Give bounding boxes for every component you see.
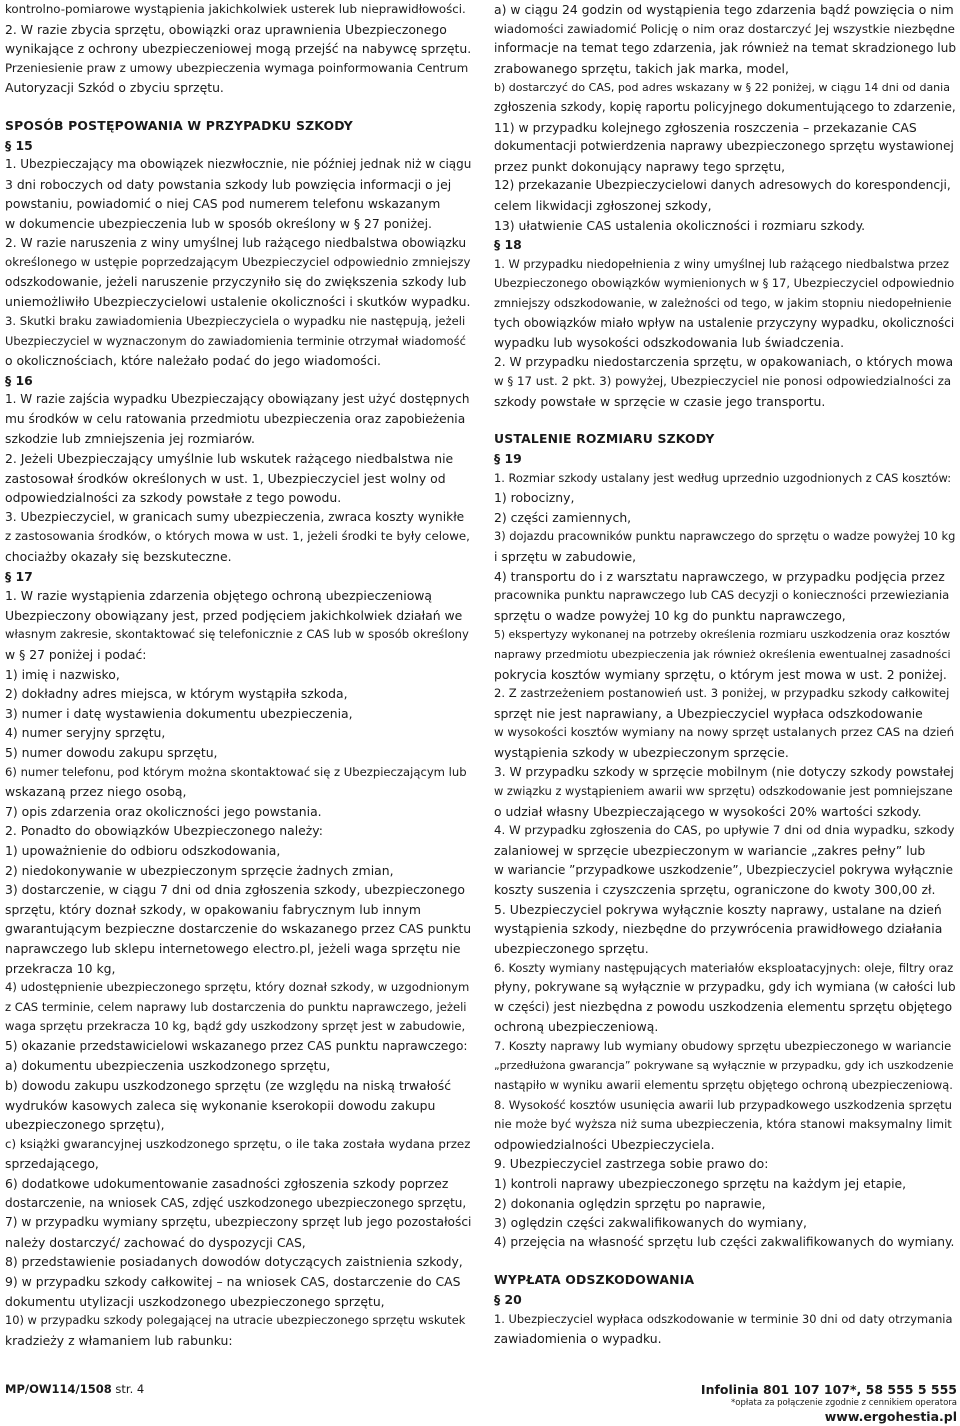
paragraph-number: § 17 bbox=[5, 568, 33, 584]
text-line: 3. W przypadku szkody w sprzęcie mobilnym (nie dotyczy szkody powstałej bbox=[494, 764, 954, 779]
text-line: Ubezpieczonego obowiązków wymienionych w § 17, Ubezpieczyciel odpowiednio bbox=[494, 276, 955, 291]
text-line: celem likwidacji zgłoszonej szkody, bbox=[494, 197, 712, 213]
text-line: przekracza 10 kg, bbox=[5, 960, 116, 976]
text-line: 2. W przypadku niedostarczenia sprzętu, w opakowaniach, o których mowa bbox=[494, 354, 954, 369]
text-line: wynikające z ochrony ubezpieczeniowej mogą przejść na nabywcę sprzętu. bbox=[5, 41, 472, 57]
call-cost-note: *opłata za połączenie zgodnie z cennikiem operatora bbox=[731, 1398, 957, 1408]
text-line: 1. W razie zajścia wypadku Ubezpieczający obowiązany jest użyć dostępnych bbox=[5, 392, 470, 407]
text-line: 2. W razie zbycia sprzętu, obowiązki oraz uprawnienia Ubezpieczonego bbox=[5, 21, 447, 37]
text-line: sprzedającego, bbox=[5, 1156, 99, 1172]
text-line: szkody powstałe w sprzęcie w czasie jego transportu. bbox=[494, 393, 826, 409]
text-line: w wysokości kosztów wymiany na nowy sprzęt ustalanych przez CAS na dzień bbox=[494, 725, 955, 740]
text-line: dokumentacji potwierdzenia naprawy ubezpieczonego sprzętu wystawionej bbox=[494, 139, 954, 154]
left-column bbox=[5, 0, 471, 1350]
text-line: płyny, pokrywane są wyłącznie w przypadku, gdy ich wymiana (w całości lub bbox=[494, 980, 956, 995]
text-line: o udział własny Ubezpieczającego w wysokości 20% wartości szkody. bbox=[494, 803, 922, 819]
text-line: wypadku lub wysokości odszkodowania lub świadczenia. bbox=[494, 335, 845, 351]
text-line: zgłoszenia szkody, kopię raportu policyjnego dokumentującego to zdarzenie, bbox=[494, 99, 956, 114]
text-line: naprawy przedmiotu ubezpieczenia jak również określenia ewentualnej zasadności bbox=[494, 648, 951, 661]
section-spacer bbox=[494, 411, 956, 429]
text-line: nie może być wyższa niż suma ubezpieczenia, która stanowi maksymalny limit bbox=[494, 1117, 952, 1132]
section-spacer bbox=[494, 1252, 956, 1270]
text-line: informacje na temat tego zdarzenia, jak również na temat skradzionego lub bbox=[494, 41, 957, 56]
text-line: 9) w przypadku szkody całkowitej – na wniosek CAS, dostarczenie do CAS bbox=[5, 1274, 461, 1289]
text-line: 2. Z zastrzeżeniem postanowień ust. 3 poniżej, w przypadku szkody całkowitej bbox=[494, 686, 950, 701]
text-line: 1) kontroli naprawy ubezpieczonego sprzętu na każdym jej etapie, bbox=[494, 1176, 907, 1192]
text-line: ochroną ubezpieczeniową. bbox=[494, 1019, 659, 1035]
text-line: pracownika punktu naprawczego lub CAS decyzji o konieczności przewieziania bbox=[494, 588, 950, 603]
text-line: w § 27 poniżej i podać: bbox=[5, 647, 147, 662]
page-number: str. 4 bbox=[115, 1382, 145, 1396]
text-line: 3. Ubezpieczyciel, w granicach sumy ubezpieczenia, zwraca koszty wynikłe bbox=[5, 509, 465, 524]
page-footer bbox=[5, 1382, 957, 1424]
text-line: wskazaną przez niego osobą, bbox=[5, 784, 187, 800]
text-line: własnym zakresie, skontaktować się telefonicznie z CAS lub w sposób określony bbox=[5, 627, 469, 642]
text-line: o okolicznościach, które należało podać do jego wiadomości. bbox=[5, 353, 381, 369]
text-line: 3 dni roboczych od daty powstania szkody lub powzięcia informacji o jej bbox=[5, 176, 452, 192]
text-line: kontrolno-pomiarowe wystąpienia jakichkolwiek usterek lub nieprawidłowości. bbox=[5, 2, 466, 16]
text-line: 1. Ubezpieczyciel wypłaca odszkodowanie w terminie 30 dni od daty otrzymania bbox=[494, 1311, 953, 1326]
text-line: Przeniesienie praw z umowy ubezpieczenia wymaga poinformowania Centrum bbox=[5, 60, 469, 75]
text-line: chociażby okazały się bezskuteczne. bbox=[5, 549, 232, 565]
text-line: zalaniowej w sprzęcie ubezpieczonym w wariancie „zakres pełny” lub bbox=[494, 842, 926, 858]
text-line: 6) numer telefonu, pod którym można skontaktować się z Ubezpieczającym lub bbox=[5, 764, 467, 779]
text-line: ubezpieczonego sprzętu. bbox=[494, 940, 649, 956]
text-line: 2) dokonania oględzin sprzętu po naprawie, bbox=[494, 1195, 766, 1211]
paragraph-number: § 18 bbox=[494, 237, 522, 253]
text-line: 2) niedokonywanie w ubezpieczonym sprzęcie żadnych zmian, bbox=[5, 862, 394, 878]
paragraph-number: § 20 bbox=[494, 1292, 522, 1307]
text-line: i sprzętu w zabudowie, bbox=[494, 549, 637, 565]
text-line: 3) dojazdu pracowników punktu naprawczego do sprzętu o wadze powyżej 10 kg bbox=[494, 529, 956, 544]
text-line: 4) numer seryjny sprzętu, bbox=[5, 725, 166, 741]
text-line: b) dostarczyć do CAS, pod adres wskazany w § 22 poniżej, w ciągu 14 dni od dania bbox=[494, 81, 950, 95]
text-line: w części) jest niezbędna z powodu uszkodzenia elementu sprzętu objętego bbox=[494, 999, 953, 1014]
text-line: 3) numer i datę wystawienia dokumentu ubezpieczenia, bbox=[5, 705, 353, 721]
text-line: 7) w przypadku wymiany sprzętu, ubezpieczony sprzęt lub jego pozostałości bbox=[5, 1215, 472, 1230]
text-line: odpowiedzialności Ubezpieczyciela. bbox=[494, 1136, 715, 1152]
text-line: odszkodowanie, jeżeli naruszenie przyczyniło się do zwiększenia szkody lub bbox=[5, 274, 467, 289]
text-line: nastąpiło w wyniku awarii elementu sprzętu objętego ochroną ubezpieczeniową. bbox=[494, 1078, 953, 1093]
footer-contact bbox=[701, 1382, 957, 1424]
text-line: naprawczego lub sklepu internetowego electro.pl, jeżeli waga sprzętu nie bbox=[5, 940, 461, 956]
text-line: gwarantującym bezpieczne dostarczenie do wskazanego przez CAS punktu bbox=[5, 921, 472, 937]
text-line: 2. Jeżeli Ubezpieczający umyślnie lub wskutek rażącego niedbalstwa nie bbox=[5, 451, 454, 467]
text-line: kradzieży z włamaniem lub rabunku: bbox=[5, 1332, 233, 1348]
text-line: w wariancie ”przypadkowe uszkodzenie”, Ubezpieczyciel pokrywa wyłącznie bbox=[494, 862, 953, 877]
text-line: 4. W przypadku zgłoszenia do CAS, po upływie 7 dni od dnia wypadku, szkody bbox=[494, 823, 955, 838]
text-line: Ubezpieczony obowiązany jest, przed podjęciem jakichkolwiek działań we bbox=[5, 607, 463, 623]
text-line: „przedłużona gwarancja” pokrywane są wyłącznie w przypadku, gdy ich uszkodzenie bbox=[494, 1059, 954, 1073]
text-line: wydruków kasowych zaleca się wykonanie kserokopii dowodu zakupu bbox=[5, 1097, 436, 1113]
text-line: dokumentu utylizacji uszkodzonego ubezpieczonego sprzętu, bbox=[5, 1293, 385, 1309]
text-line: wystąpienia szkody w ubezpieczonym sprzęcie. bbox=[494, 744, 789, 760]
paragraph-number: § 15 bbox=[5, 137, 33, 153]
text-line: powstaniu, powiadomić o niej CAS pod numerem telefonu wskazanym bbox=[5, 196, 441, 212]
text-line: a) w ciągu 24 godzin od wystąpienia tego zdarzenia bądź powzięcia o nim bbox=[494, 2, 954, 17]
text-line: określonego w ustępie poprzedzającym Ubezpieczyciel odpowiednio zmniejszy bbox=[5, 255, 471, 270]
section-heading: WYPŁATA ODSZKODOWANIA bbox=[494, 1272, 695, 1288]
text-line: 8. Wysokość kosztów usunięcia awarii lub przypadkowego uszkodzenia sprzętu bbox=[494, 1097, 952, 1112]
text-line: 3) dostarczenie, w ciągu 7 dni od dnia zgłoszenia szkody, ubezpieczonego bbox=[5, 882, 465, 898]
text-line: uniemożliwiło Ubezpieczycielowi ustalenie okoliczności i skutków wypadku. bbox=[5, 294, 471, 310]
text-line: 1. W przypadku niedopełnienia z winy umyślnej lub rażącego niedbalstwa przez bbox=[494, 256, 949, 271]
text-line: zrabowanego sprzętu, takich jak marka, model, bbox=[494, 60, 789, 76]
text-line: przez punkt dokonujący naprawy tego sprzętu, bbox=[494, 158, 786, 174]
text-line: c) książki gwarancyjnej uszkodzonego sprzętu, o ile taka została wydana przez bbox=[5, 1136, 471, 1151]
text-line: 7. Koszty naprawy lub wymiany obudowy sprzętu ubezpieczonego w wariancie bbox=[494, 1038, 952, 1053]
text-line: 2. W razie naruszenia z winy umyślnej lub rażącego niedbalstwa obowiązku bbox=[5, 235, 467, 250]
website-link[interactable]: www.ergohestia.pl bbox=[824, 1409, 957, 1424]
text-line: ubezpieczonego sprzętu), bbox=[5, 1117, 165, 1133]
text-line: wystąpienia szkody, niezbędne do przywrócenia prawidłowego działania bbox=[494, 921, 943, 937]
text-line: 12) przekazanie Ubezpieczycielowi danych adresowych do korespondencji, bbox=[494, 178, 951, 193]
text-line: zawiadomienia o wypadku. bbox=[494, 1331, 662, 1347]
text-line: a) dokumentu ubezpieczenia uszkodzonego sprzętu, bbox=[5, 1058, 331, 1074]
hotline-number: Infolinia 801 107 107*, 58 555 5 555 bbox=[700, 1382, 957, 1397]
text-line: wiadomości zawiadomić Policję o nim oraz dostarczyć Jej wszystkie niezbędne bbox=[494, 21, 955, 36]
text-line: 5) numer dowodu zakupu sprzętu, bbox=[5, 744, 218, 760]
text-line: 10) w przypadku szkody polegającej na utracie ubezpieczonego sprzętu wskutek bbox=[5, 1313, 466, 1328]
text-line: 3. Skutki braku zawiadomienia Ubezpieczyciela o wypadku nie następują, jeżeli bbox=[5, 313, 466, 328]
text-line: z CAS terminie, celem naprawy lub dostarczenia do punktu naprawczego, jeżeli bbox=[5, 999, 467, 1014]
text-line: 1. Ubezpieczający ma obowiązek niezwłocznie, nie później jednak niż w ciągu bbox=[5, 157, 472, 172]
text-line: szkodzie lub zmniejszenia jej rozmiarów. bbox=[5, 431, 255, 447]
text-line: 13) ułatwienie CAS ustalenia okoliczności i rozmiaru szkody. bbox=[494, 217, 866, 233]
text-line: 5) okazanie przedstawicielowi wskazanego przez CAS punktu naprawczego: bbox=[5, 1038, 468, 1053]
text-line: 5. Ubezpieczyciel pokrywa wyłącznie koszty naprawy, ustalane na dzień bbox=[494, 901, 942, 917]
text-line: sprzęt nie jest naprawiany, a Ubezpieczyciel wypłaca odszkodowanie bbox=[494, 705, 923, 721]
text-line: b) dowodu zakupu uszkodzonego sprzętu (ze względu na niską trwałość bbox=[5, 1078, 452, 1094]
paragraph-number: § 16 bbox=[5, 372, 33, 388]
text-line: 4) transportu do i z warsztatu naprawczego, w przypadku podjęcia przez bbox=[494, 568, 945, 584]
footer-doc-id bbox=[5, 1382, 144, 1396]
text-line: dostarczenie, na wniosek CAS, zdjęć uszkodzonego ubezpieczonego sprzętu, bbox=[5, 1195, 467, 1210]
doc-code: MP/OW114/1508 bbox=[5, 1382, 112, 1396]
text-line: należy dostarczyć/ zachować do dyspozycji CAS, bbox=[5, 1234, 306, 1250]
text-line: 5) ekspertyzy wykonanej na potrzeby określenia rozmiaru uszkodzenia oraz kosztów bbox=[494, 628, 951, 642]
section-heading: USTALENIE ROZMIARU SZKODY bbox=[494, 431, 715, 447]
text-line: z zastosowania środków, o których mowa w ust. 1, jeżeli środki te były celowe, bbox=[5, 529, 470, 544]
text-line: w § 17 ust. 2 pkt. 3) powyżej, Ubezpieczyciel nie ponosi odpowiedzialności za bbox=[494, 374, 952, 389]
text-line: 4) przejęcia na własność sprzętu lub części zakwalifikowanych do wymiany. bbox=[494, 1234, 955, 1249]
text-line: 3) oględzin części zakwalifikowanych do wymiany, bbox=[494, 1215, 807, 1231]
text-line: 1. W razie wystąpienia zdarzenia objętego ochroną ubezpieczeniową bbox=[5, 588, 433, 604]
text-line: 1) imię i nazwisko, bbox=[5, 666, 120, 682]
text-line: odpowiedzialności za szkody powstałe z tego powodu. bbox=[5, 490, 342, 506]
text-line: 2) części zamiennych, bbox=[494, 509, 632, 525]
text-line: 1. Rozmiar szkody ustalany jest według uprzednio uzgodnionych z CAS kosztów: bbox=[494, 470, 952, 485]
text-line: pokrycia kosztów wymiany sprzętu, o którym jest mowa w ust. 2 poniżej. bbox=[494, 666, 947, 682]
text-line: sprzętu o wadze powyżej 10 kg do punktu naprawczego, bbox=[494, 607, 846, 623]
text-line: waga sprzętu przekracza 10 kg, bądź gdy uszkodzony sprzęt jest w zabudowie, bbox=[5, 1019, 466, 1034]
text-line: 2. Ponadto do obowiązków Ubezpieczonego należy: bbox=[5, 823, 323, 839]
text-line: 2) dokładny adres miejsca, w którym wystąpiła szkoda, bbox=[5, 686, 348, 702]
text-line: w dokumencie ubezpieczenia lub w sposób określony w § 27 poniżej. bbox=[5, 215, 432, 231]
text-line: Autoryzacji Szkód o zbyciu sprzętu. bbox=[5, 80, 224, 96]
text-line: sprzętu, który doznał szkody, w opakowaniu fabrycznym lub innym bbox=[5, 901, 421, 917]
text-line: 6. Koszty wymiany następujących materiałów eksploatacyjnych: oleje, filtry oraz bbox=[494, 960, 954, 975]
text-line: 4) udostępnienie ubezpieczonego sprzętu, który doznał szkody, w uzgodnionym bbox=[5, 980, 470, 995]
text-line: 9. Ubezpieczyciel zastrzega sobie prawo do: bbox=[494, 1156, 769, 1172]
text-line: 7) opis zdarzenia oraz okoliczności jego powstania. bbox=[5, 803, 322, 819]
text-line: zmniejszy odszkodowanie, w zależności od tego, w jakim stopniu niedopełnienie bbox=[494, 295, 952, 310]
text-line: koszty suszenia i czyszczenia sprzętu, ograniczone do kwoty 300,00 zł. bbox=[494, 882, 936, 898]
right-column bbox=[494, 0, 956, 1349]
text-line: 8) przedstawienie posiadanych dowodów dotyczących zaistnienia szkody, bbox=[5, 1254, 463, 1270]
text-line: zastosował środków określonych w ust. 1, Ubezpieczyciel jest wolny od bbox=[5, 470, 446, 486]
section-heading: SPOSÓB POSTĘPOWANIA W PRZYPADKU SZKODY bbox=[5, 117, 353, 133]
text-line: 6) dodatkowe udokumentowanie zasadności zgłoszenia szkody poprzez bbox=[5, 1176, 449, 1192]
text-line: 11) w przypadku kolejnego zgłoszenia roszczenia – przekazanie CAS bbox=[494, 119, 917, 135]
text-line: 1) upoważnienie do odbioru odszkodowania, bbox=[5, 842, 281, 858]
text-line: Ubezpieczyciel w wyznaczonym do zawiadomienia terminie otrzymał wiadomość bbox=[5, 333, 466, 348]
section-spacer bbox=[5, 98, 471, 116]
text-line: w związku z wystąpieniem awarii ww sprzętu) odszkodowanie jest pomniejszane bbox=[494, 784, 953, 799]
text-line: tych obowiązków miało wpływ na ustalenie przyczyny wypadku, okoliczności bbox=[494, 315, 955, 330]
text-line: 1) robocizny, bbox=[494, 490, 575, 506]
paragraph-number: § 19 bbox=[494, 451, 522, 467]
text-line: mu środków w celu ratowania przedmiotu ubezpieczenia oraz zapobieżenia bbox=[5, 411, 466, 426]
